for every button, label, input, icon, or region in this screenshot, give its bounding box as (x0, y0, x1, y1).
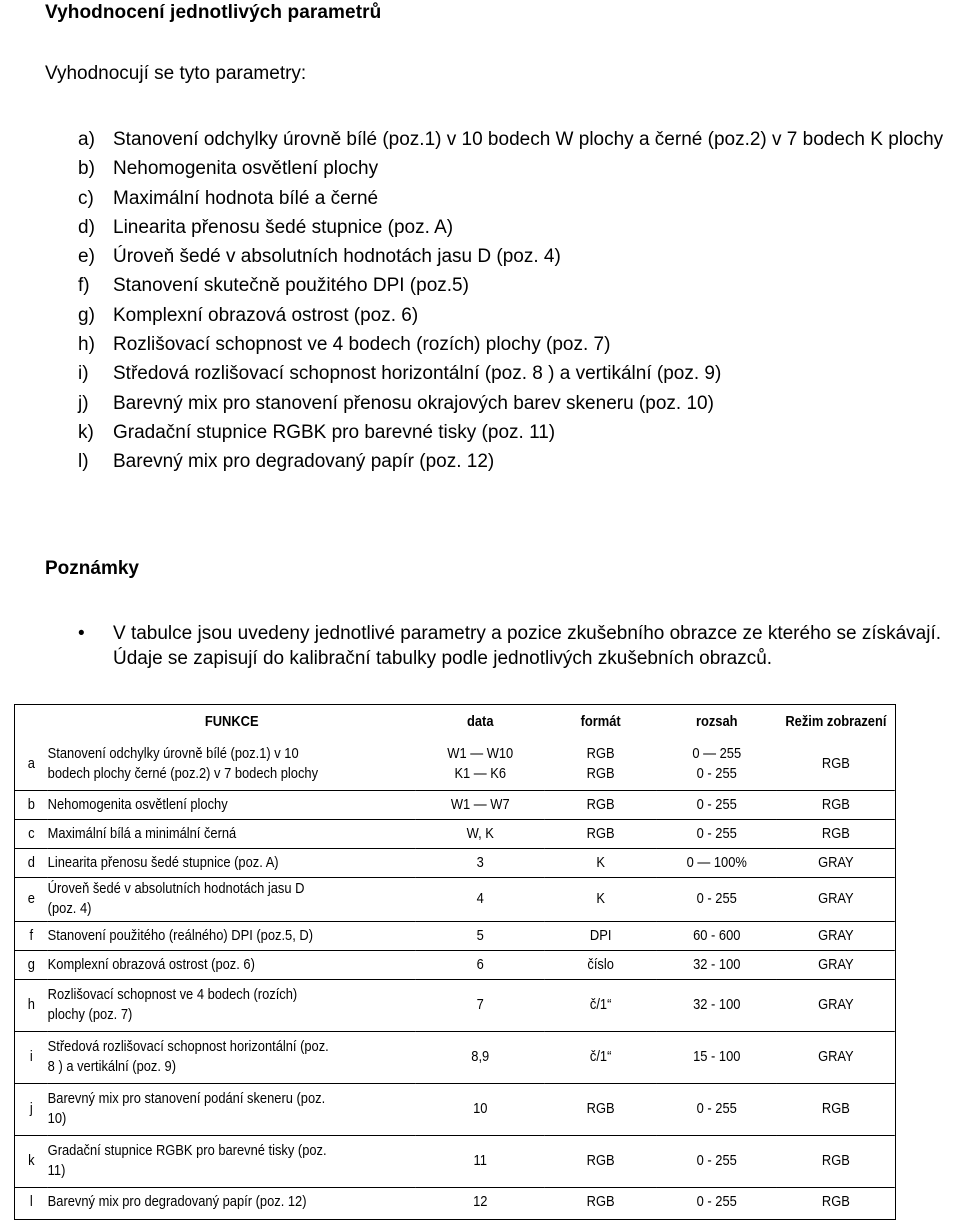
cell-line: RGB (586, 744, 615, 762)
cell-rozsah (657, 1135, 777, 1187)
list-item-letter: g) (78, 304, 95, 326)
cell-rezim: GRAY (777, 921, 895, 950)
cell-rozsah (657, 1187, 777, 1216)
header-rezim: Režim zobrazení (785, 713, 887, 730)
cell-data (416, 1031, 545, 1083)
list-item-text: Barevný mix pro degradovaný papír (poz. 12) (113, 451, 495, 473)
cell-line: K (596, 853, 605, 871)
cell-format (545, 790, 657, 819)
cell-line: 0 - 255 (696, 1100, 737, 1117)
table-row (15, 819, 895, 848)
cell-data (416, 848, 545, 877)
list-item-text: Nehomogenita osvětlení plochy (113, 158, 379, 180)
cell-rozsah (657, 921, 777, 950)
cell-line: 0 - 255 (696, 764, 737, 782)
cell-line: Rozlišovací schopnost ve 4 bodech (rozích) (47, 986, 298, 1003)
list-item-letter: i) (78, 363, 89, 385)
cell-line: 0 - 255 (696, 824, 737, 842)
intro-text: Vyhodnocují se tyto parametry: (45, 63, 307, 84)
cell-line: 0 - 255 (696, 1152, 737, 1169)
cell-format (545, 979, 657, 1031)
cell-letter: a (15, 738, 48, 790)
cell-line: 12 (473, 1192, 488, 1210)
cell-funkce (48, 1031, 416, 1083)
cell-line: RGB (586, 1192, 615, 1210)
list-item-letter: c) (78, 187, 94, 209)
cell-line: plochy (poz. 7) (47, 1006, 133, 1023)
cell-line: RGB (586, 1152, 615, 1169)
list-item-letter: b) (78, 158, 95, 180)
cell-data (416, 1135, 545, 1187)
cell-funkce (48, 950, 416, 979)
header-rozsah: rozsah (695, 713, 738, 730)
cell-line: DPI (589, 926, 612, 944)
cell-letter: h (15, 979, 48, 1031)
cell-line: 7 (476, 996, 484, 1013)
table-row (15, 738, 895, 790)
cell-line: Úroveň šedé v absolutních hodnotách jasu D (47, 880, 305, 897)
cell-line: K (596, 890, 605, 907)
cell-line: 10 (473, 1100, 488, 1117)
cell-rozsah (657, 1031, 777, 1083)
table-row (15, 979, 895, 1031)
cell-letter: c (15, 819, 48, 848)
list-item-letter: l) (78, 451, 89, 473)
cell-letter: j (15, 1083, 48, 1135)
table-header-row (15, 705, 895, 738)
cell-line: Barevný mix pro stanovení podání skeneru (poz. (47, 1090, 326, 1107)
cell-funkce (48, 1187, 416, 1216)
list-item-text: Středová rozlišovací schopnost horizontální (poz. 8 ) a vertikální (poz. 9) (113, 363, 722, 385)
cell-line: bodech plochy černé (poz.2) v 7 bodech plochy (47, 764, 319, 782)
header-letter (15, 705, 48, 738)
cell-letter: e (15, 877, 48, 921)
table-row (15, 1083, 895, 1135)
note-text: V tabulce jsou uvedeny jednotlivé parametry a pozice zkušebního obrazce ze kterého se získávají. Údaje se zapisují do kalibrační tabulky podle jednotlivých zkušebních obrazců. (113, 623, 942, 669)
cell-rezim: GRAY (777, 877, 895, 921)
cell-format (545, 877, 657, 921)
list-item-text: Stanovení skutečně použitého DPI (poz.5) (113, 275, 469, 297)
table-row (15, 921, 895, 950)
cell-line: č/1“ (589, 1048, 612, 1065)
cell-line: 0 - 255 (696, 890, 737, 907)
list-item-letter: j) (78, 392, 89, 414)
list-item-letter: a) (78, 129, 95, 150)
cell-letter: g (15, 950, 48, 979)
cell-funkce (48, 921, 416, 950)
cell-line: Komplexní obrazová ostrost (poz. 6) (47, 955, 255, 973)
list-item-text: Úroveň šedé v absolutních hodnotách jasu D (poz. 4) (113, 246, 561, 268)
cell-format (545, 738, 657, 790)
cell-rozsah (657, 790, 777, 819)
list-item (78, 154, 958, 183)
cell-line: 0 — 255 (692, 744, 742, 762)
cell-letter: f (15, 921, 48, 950)
cell-rozsah (657, 950, 777, 979)
cell-line: Barevný mix pro degradovaný papír (poz. 12) (47, 1192, 307, 1210)
cell-line: 0 - 255 (696, 1192, 737, 1210)
cell-line: Maximální bílá a minimální černá (47, 824, 237, 842)
cell-data (416, 950, 545, 979)
cell-line: Nehomogenita osvětlení plochy (47, 795, 228, 813)
cell-line: W1 — W10 (447, 744, 514, 762)
cell-data (416, 921, 545, 950)
list-item-text: Rozlišovací schopnost ve 4 bodech (rozích) plochy (poz. 7) (113, 334, 611, 356)
cell-funkce (48, 979, 416, 1031)
cell-data (416, 1083, 545, 1135)
list-item (78, 213, 958, 242)
cell-rezim: RGB (777, 1135, 895, 1187)
list-item-letter: k) (78, 421, 94, 443)
cell-line: 11 (473, 1152, 487, 1169)
list-item (78, 184, 958, 213)
cell-line: Středová rozlišovací schopnost horizontální (poz. (47, 1038, 329, 1055)
header-funkce: FUNKCE (204, 713, 259, 730)
cell-rezim: RGB (777, 790, 895, 819)
cell-line: 4 (476, 890, 484, 907)
cell-rezim: GRAY (777, 979, 895, 1031)
cell-format (545, 819, 657, 848)
cell-funkce (48, 819, 416, 848)
table-row (15, 1031, 895, 1083)
cell-rozsah (657, 819, 777, 848)
cell-letter: d (15, 848, 48, 877)
cell-rezim: GRAY (777, 1031, 895, 1083)
table-row (15, 1187, 895, 1216)
cell-funkce (48, 1135, 416, 1187)
list-item (78, 242, 958, 271)
cell-line: 8 ) a vertikální (poz. 9) (47, 1058, 177, 1075)
cell-rozsah (657, 877, 777, 921)
list-item (78, 418, 958, 447)
page-heading: Vyhodnocení jednotlivých parametrů (45, 2, 382, 23)
cell-rozsah (657, 979, 777, 1031)
cell-format (545, 950, 657, 979)
cell-line: Stanovení použitého (reálného) DPI (poz.5, D) (47, 926, 314, 944)
cell-format (545, 1083, 657, 1135)
list-item-letter: e) (78, 246, 95, 268)
cell-format (545, 1135, 657, 1187)
list-item-letter: f) (78, 275, 90, 297)
cell-format (545, 921, 657, 950)
list-item-text: Komplexní obrazová ostrost (poz. 6) (113, 304, 419, 326)
cell-letter: k (15, 1135, 48, 1187)
cell-rezim: RGB (777, 1083, 895, 1135)
cell-line: (poz. 4) (47, 900, 92, 917)
list-item (78, 301, 958, 330)
cell-line: 60 - 600 (693, 926, 741, 944)
cell-line: RGB (586, 824, 615, 842)
cell-line: číslo (587, 955, 614, 973)
cell-rozsah (657, 738, 777, 790)
cell-data (416, 819, 545, 848)
cell-rezim: RGB (777, 738, 895, 790)
cell-funkce (48, 790, 416, 819)
cell-funkce (48, 877, 416, 921)
cell-format (545, 1031, 657, 1083)
cell-line: Linearita přenosu šedé stupnice (poz. A) (47, 853, 279, 871)
parameter-list (78, 125, 958, 477)
list-item-text: Barevný mix pro stanovení přenosu okrajových barev skeneru (poz. 10) (113, 392, 714, 414)
cell-line: 8,9 (471, 1048, 490, 1065)
header-format: formát (580, 713, 621, 730)
cell-letter: b (15, 790, 48, 819)
list-item (78, 271, 958, 300)
list-item-text: Maximální hodnota bílé a černé (113, 187, 379, 209)
list-item (78, 330, 958, 359)
list-item-letter: d) (78, 216, 95, 238)
cell-line: 32 - 100 (693, 955, 741, 973)
table-row (15, 848, 895, 877)
cell-line: Stanovení odchylky úrovně bílé (poz.1) v 10 (47, 744, 299, 762)
cell-letter: l (29, 1192, 33, 1210)
list-item (78, 125, 958, 154)
cell-line: 6 (476, 955, 484, 973)
notes-heading: Poznámky (45, 558, 139, 579)
cell-data (416, 738, 545, 790)
cell-line: 0 — 100% (686, 853, 747, 871)
cell-line: Gradační stupnice RGBK pro barevné tisky (poz. (47, 1142, 327, 1159)
bullet-icon: • (78, 623, 85, 644)
list-item (78, 359, 958, 388)
list-item (78, 447, 958, 476)
cell-line: RGB (586, 1100, 615, 1117)
table-row (15, 877, 895, 921)
cell-data (416, 979, 545, 1031)
cell-funkce (48, 1083, 416, 1135)
cell-line: 3 (476, 853, 484, 871)
cell-data (416, 877, 545, 921)
parameters-table-frame (14, 704, 896, 1220)
cell-data (416, 790, 545, 819)
header-data: data (466, 713, 494, 730)
list-item-text: Gradační stupnice RGBK pro barevné tisky (poz. 11) (113, 421, 556, 443)
cell-line: W1 — W7 (450, 795, 510, 813)
cell-format (545, 848, 657, 877)
cell-funkce (48, 848, 416, 877)
cell-line: 32 - 100 (693, 996, 741, 1013)
parameters-table (15, 705, 895, 1216)
list-item-text: Stanovení odchylky úrovně bílé (poz.1) v 10 bodech W plochy a černé (poz.2) v 7 bodech K plochy (113, 129, 944, 150)
cell-rezim: RGB (821, 1192, 850, 1210)
cell-line: RGB (586, 764, 615, 782)
cell-rezim: RGB (777, 819, 895, 848)
table-row (15, 950, 895, 979)
cell-data (416, 1187, 545, 1216)
cell-line: 10) (47, 1110, 67, 1127)
list-item (78, 389, 958, 418)
cell-line: W, K (466, 824, 494, 842)
cell-rozsah (657, 1083, 777, 1135)
cell-line: RGB (586, 795, 615, 813)
cell-line: 11) (47, 1162, 66, 1179)
cell-funkce (48, 738, 416, 790)
table-row (15, 1135, 895, 1187)
cell-line: 5 (476, 926, 484, 944)
cell-line: K1 — K6 (454, 764, 507, 782)
cell-rozsah (657, 848, 777, 877)
list-item-text: Linearita přenosu šedé stupnice (poz. A) (113, 216, 454, 238)
cell-line: 15 - 100 (693, 1048, 741, 1065)
cell-rezim: GRAY (777, 848, 895, 877)
cell-letter: i (15, 1031, 48, 1083)
cell-line: 0 - 255 (696, 795, 737, 813)
table-row (15, 790, 895, 819)
cell-rezim: GRAY (777, 950, 895, 979)
cell-line: č/1“ (589, 996, 612, 1013)
list-item-letter: h) (78, 334, 95, 356)
cell-format (545, 1187, 657, 1216)
